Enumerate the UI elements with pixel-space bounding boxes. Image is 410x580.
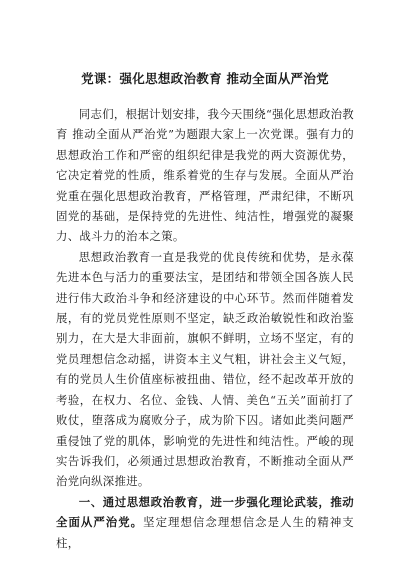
paragraph-section-one xyxy=(56,492,354,553)
section-text: 坚定理想信念理想信念是人生的精神支柱， xyxy=(56,515,354,550)
document-body xyxy=(56,104,354,553)
paragraph-intro: 同志们，根据计划安排，我今天围绕“强化思想政治教育 推动全面从严治党”为题跟大家上一次党课。强有力的思想政治工作和严密的组织纪律是我党的两大资源优势，它决定着党的性质，维系着党的生存与发展。全面从严治党重在强化思想政治教育，严格管理，严肃纪律，不断巩固党的基础，是保持党的先进性、纯洁性，增强党的凝聚力、战斗力的治本之策。 xyxy=(56,107,354,244)
paragraph-background: 思想政治教育一直是我党的优良传统和优势，是永葆先进本色与活力的重要法宝，是团结和带领全国各族人民进行伟大政治斗争和经济建设的中心环节。然而伴随着发展，有的党员党性原则不坚定，缺乏政治敏锐性和政治鉴别力，在大是大非面前，旗帜不鲜明，立场不坚定，有的党员理想信念动摇，讲资本主义气粗，讲社会主义气短，有的党员人生价值座标被扭曲、错位，经不起改革开放的考验，在权力、名位、金钱、人情、美色“五关”面前打了败仗，堕落成为腐败分子，成为阶下囚。诸如此类问题严重侵蚀了党的肌体，影响党的先进性和纯洁性。严峻的现实告诉我们，必须通过思想政治教育，不断推动全面从严治党向纵深推进。 xyxy=(56,249,354,489)
section-heading: 一、通过思想政治教育，进一步强化理论武装，推动全面从严治党。 xyxy=(56,494,354,530)
document-title: 党课：强化思想政治教育 推动全面从严治党 xyxy=(81,71,329,86)
